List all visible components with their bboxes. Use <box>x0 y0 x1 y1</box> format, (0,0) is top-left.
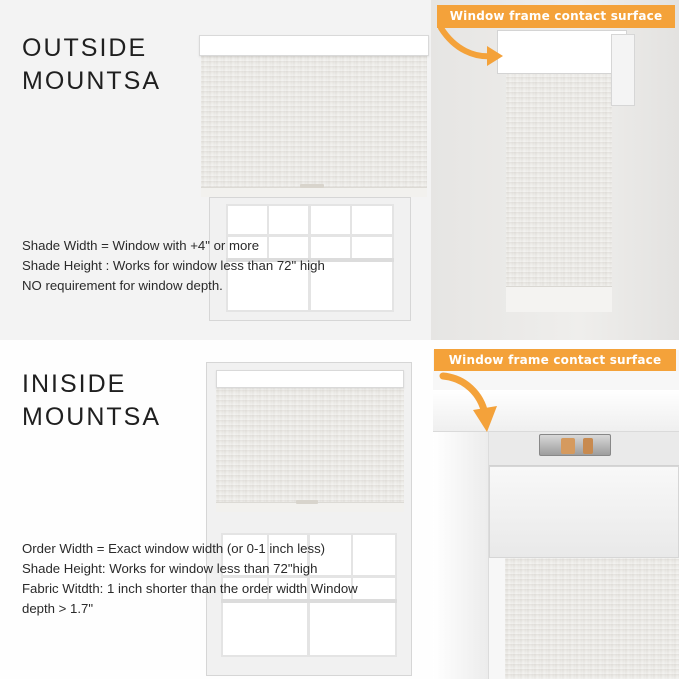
outside-cassette <box>199 35 429 56</box>
outside-heading-line1: OUTSIDE <box>22 34 148 62</box>
outside-pull-handle <box>300 184 324 188</box>
inside-pull-handle <box>296 500 318 504</box>
outside-bottom-rail <box>201 187 427 197</box>
outside-line-1: Shade Width = Window with +4" or more <box>22 238 260 253</box>
outside-description <box>22 236 325 296</box>
inside-mount-section <box>0 340 679 679</box>
inside-line-4: depth > 1.7" <box>22 601 94 616</box>
inside-detail-photo <box>433 350 679 679</box>
outside-line-3: NO requirement for window depth. <box>22 278 223 293</box>
inside-detail-cassette <box>489 466 679 558</box>
inside-detail-bracket <box>539 434 611 456</box>
inside-line-1: Order Width = Exact window width (or 0-1 inch less) <box>22 541 326 556</box>
outside-detail-fabric <box>506 72 612 312</box>
outside-mount-heading <box>22 32 161 98</box>
inside-description <box>22 539 358 619</box>
inside-contact-label: Window frame contact surface <box>434 349 676 371</box>
inside-mount-heading <box>22 368 161 434</box>
inside-arrow-icon <box>435 368 505 438</box>
inside-heading-line1: INISIDE <box>22 370 127 398</box>
outside-heading-line2: MOUNTSA <box>22 67 161 95</box>
inside-cassette <box>216 370 404 388</box>
inside-line-2: Shade Height: Works for window less than 72"high <box>22 561 318 576</box>
outside-shade-fabric <box>201 54 427 196</box>
outside-line-2: Shade Height : Works for window less than 72" high <box>22 258 325 273</box>
outside-contact-label: Window frame contact surface <box>437 5 675 28</box>
inside-heading-line2: MOUNTSA <box>22 403 161 431</box>
outside-detail-photo <box>431 0 679 340</box>
inside-detail-fabric <box>505 558 679 679</box>
inside-shade-fabric <box>216 386 404 510</box>
inside-line-3: Fabric Witdth: 1 inch shorter than the order width Window <box>22 581 358 596</box>
outside-detail-cassette <box>497 30 627 74</box>
